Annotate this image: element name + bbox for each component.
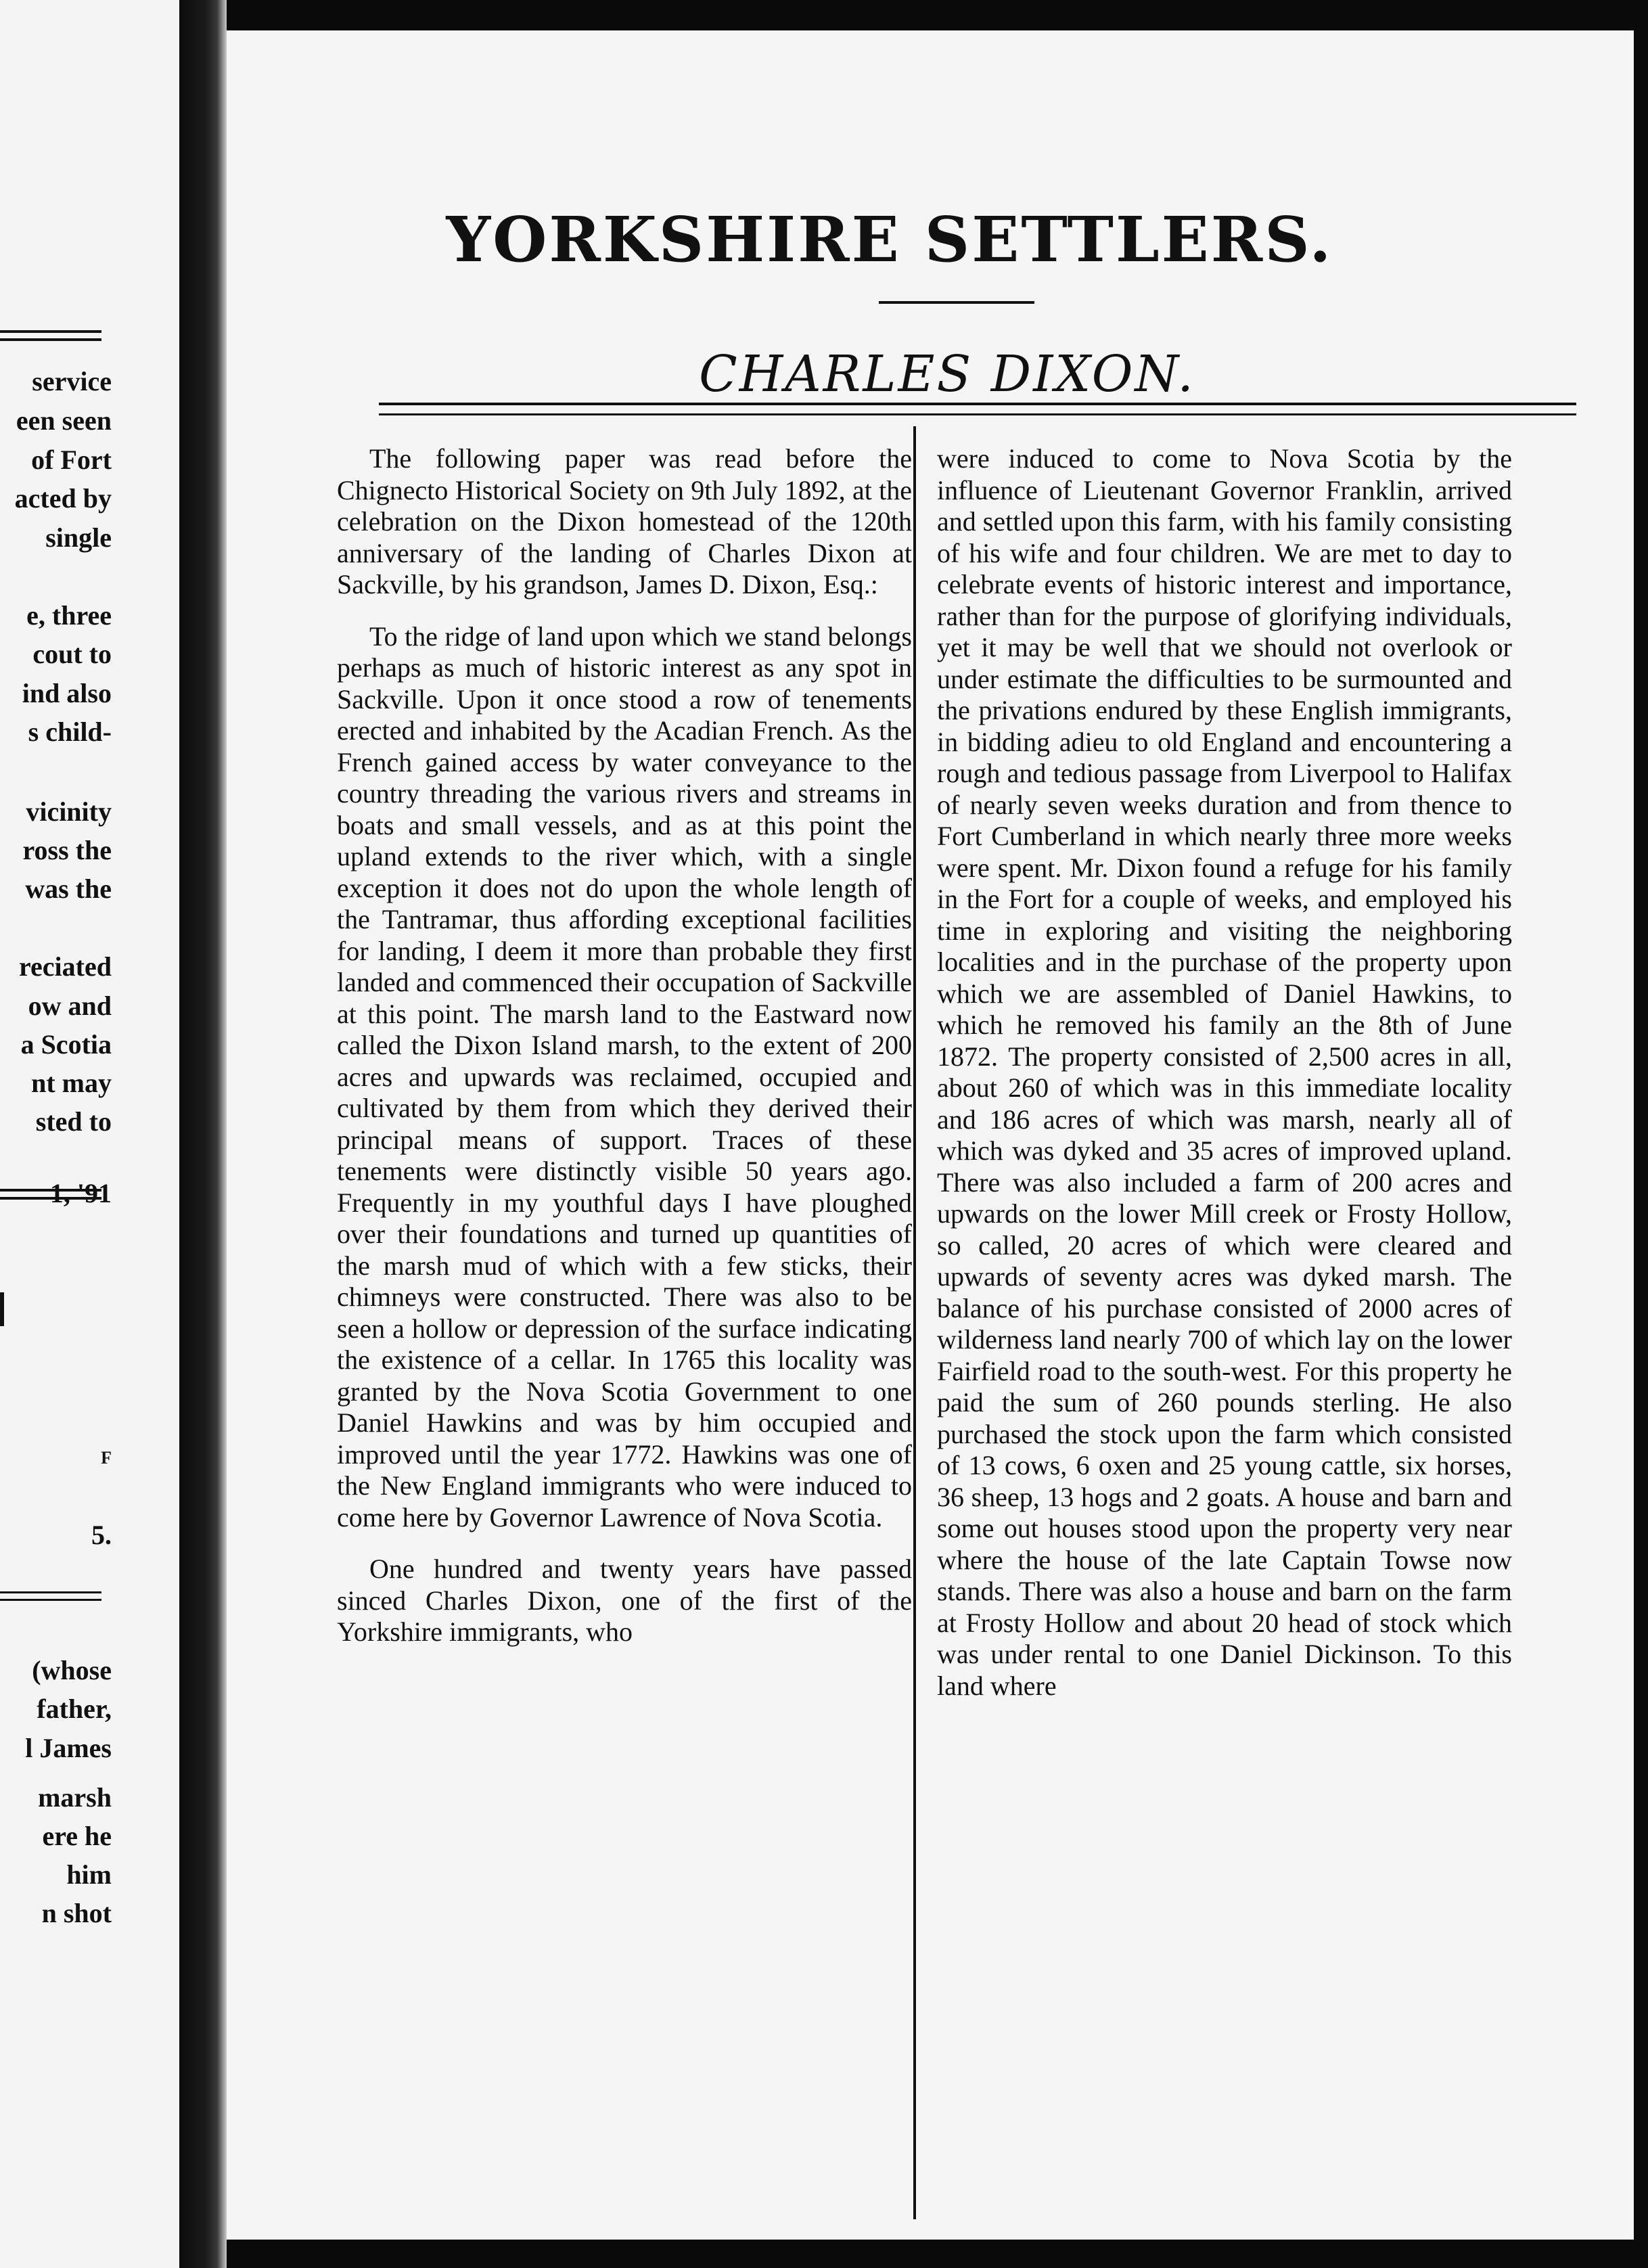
facing-page-line: (whose: [32, 1655, 112, 1685]
facing-page-rule-mid-visible: [0, 1189, 101, 1200]
facing-page-line: ow and: [28, 991, 112, 1021]
facing-page-line: ross the: [22, 835, 112, 865]
paragraph: One hundred and twenty years have passed sinced Charles Dixon, one of the first of the Yorkshire immigrants, who: [337, 1553, 912, 1647]
facing-page-line: was the: [25, 874, 112, 904]
title-rule: [879, 301, 1034, 304]
facing-page-line: s child-: [28, 717, 112, 747]
column-divider: [913, 426, 916, 2219]
facing-page-fragment: [0, 0, 179, 2268]
facing-page-line: him: [66, 1859, 112, 1890]
facing-page-line: ere he: [42, 1821, 112, 1851]
facing-page-line: father,: [37, 1694, 112, 1724]
document-page: [227, 30, 1634, 2240]
book-gutter: [179, 0, 227, 2268]
facing-page-line: l James: [25, 1733, 112, 1763]
facing-page-line: service: [32, 366, 112, 396]
facing-page-line: ind also: [22, 678, 112, 708]
left-column: [337, 443, 912, 1648]
page-title: YORKSHIRE SETTLERS.: [446, 203, 1333, 276]
facing-page-line: a Scotia: [20, 1029, 112, 1060]
right-column: [937, 443, 1512, 1702]
facing-page-line: een seen: [16, 405, 112, 436]
facing-page-line: F: [101, 1448, 112, 1468]
facing-page-line: marsh: [38, 1782, 112, 1813]
facing-page-line: acted by: [14, 483, 112, 514]
facing-page-line: e, three: [26, 600, 112, 631]
paragraph: The following paper was read before the Chignecto Historical Society on 9th July 1892, at the celebration on the Dixon homestead of the 120th anniversary of the landing of Charles Dixon at Sackville, by his grandson, James D. Dixon, Esq.:: [337, 443, 912, 599]
paragraph: To the ridge of land upon which we stand belongs perhaps as much of historic interest as any spot in Sackville. Upon it once stood a row of tenements erected and inhabited by the Acadian French. As the French gained access by water conveyance to the country threading the various rivers and streams in boats and small vessels, and as at this point the upland extends to the river which, with a single exception it does not do upon the whole length of the Tantramar, thus affording exceptional facilities for landing, I deem it more than probable they first landed and commenced their occupation of Sackville at this point. The marsh land to the Eastward now called the Dixon Island marsh, to the extent of 200 acres and upwards was reclaimed, occupied and cultivated by them from which they derived their principal means of support. Traces of these tenements were distinctly visible 50 years ago. Frequently in my youthful days I have ploughed over their foundations and turned up quantities of the marsh mud of which with a few sticks, their chimneys were constructed. There was also to be seen a hollow or depression of the surface indicating the existence of a cellar. In 1765 this locality was granted by the Nova Scotia Government to one Daniel Hawkins and was by him occupied and improved until the year 1772. Hawkins was one of the New England immigrants who were induced to come here by Governor Lawrence of Nova Scotia.: [337, 620, 912, 1533]
paragraph: were induced to come to Nova Scotia by the influence of Lieutenant Governor Franklin, arrived and settled upon this farm, with his family consisting of his wife and four children. We are met to day to celebrate events of historic interest and importance, rather than for the purpose of glorifying individuals, yet it may be well that we should not overlook or under estimate the difficulties to be surmounted and the privations endured by these English immigrants, in bidding adieu to old England and encountering a rough and tedious passage from Liverpool to Halifax of nearly seven weeks duration and from thence to Fort Cumberland in which nearly three more weeks were spent. Mr. Dixon found a refuge for his family in the Fort for a couple of weeks, and employed his time in exploring and visiting the neighboring localities and in the purchase of the property upon which we are assembled of Daniel Hawkins, to which he removed his family an the 8th of June 1872. The property consisted of 2,500 acres in all, about 260 of which was in this immediate locality and 186 acres of which was marsh, nearly all of which was dyked and 35 acres of improved upland. There was also included a farm of 200 acres and upwards on the lower Mill creek or Frosty Hollow, so called, 20 acres of which were cleared and upwards of seventy acres was dyked marsh. The balance of his purchase consisted of 2000 acres of wilderness land nearly 700 of which lay on the lower Fairfield road to the south-west. For this property he paid the sum of 260 pounds sterling. He also purchased the stock upon the farm which consisted of 13 cows, 6 oxen and 25 young cattle, six horses, 36 sheep, 13 hogs and 2 goats. A house and barn and some out houses stood upon the property very near where the house of the late Captain Towse now stands. There was also a house and barn on the farm at Frosty Hollow and about 20 head of stock which was under rental to one Daniel Dickinson. To this land where: [937, 443, 1512, 1701]
facing-page-line: single: [39, 522, 112, 553]
facing-page-mark: [0, 1292, 4, 1326]
facing-page-line: vicinity: [26, 796, 112, 827]
header-double-rule: [379, 403, 1576, 415]
article-subtitle: CHARLES DIXON.: [699, 345, 1195, 403]
facing-page-rule-lower: [0, 1591, 101, 1601]
facing-page-line: of Fort: [31, 445, 112, 475]
facing-page-line: sted to: [35, 1106, 112, 1137]
facing-page-line: n shot: [41, 1898, 112, 1928]
facing-page-rule-top: [0, 330, 101, 341]
facing-page-line: nt may: [31, 1068, 112, 1098]
facing-page-line: cout to: [32, 639, 112, 669]
facing-page-line: reciated: [19, 951, 112, 982]
facing-page-line: 1, '91: [49, 1178, 112, 1208]
facing-page-line: 5.: [91, 1520, 112, 1550]
